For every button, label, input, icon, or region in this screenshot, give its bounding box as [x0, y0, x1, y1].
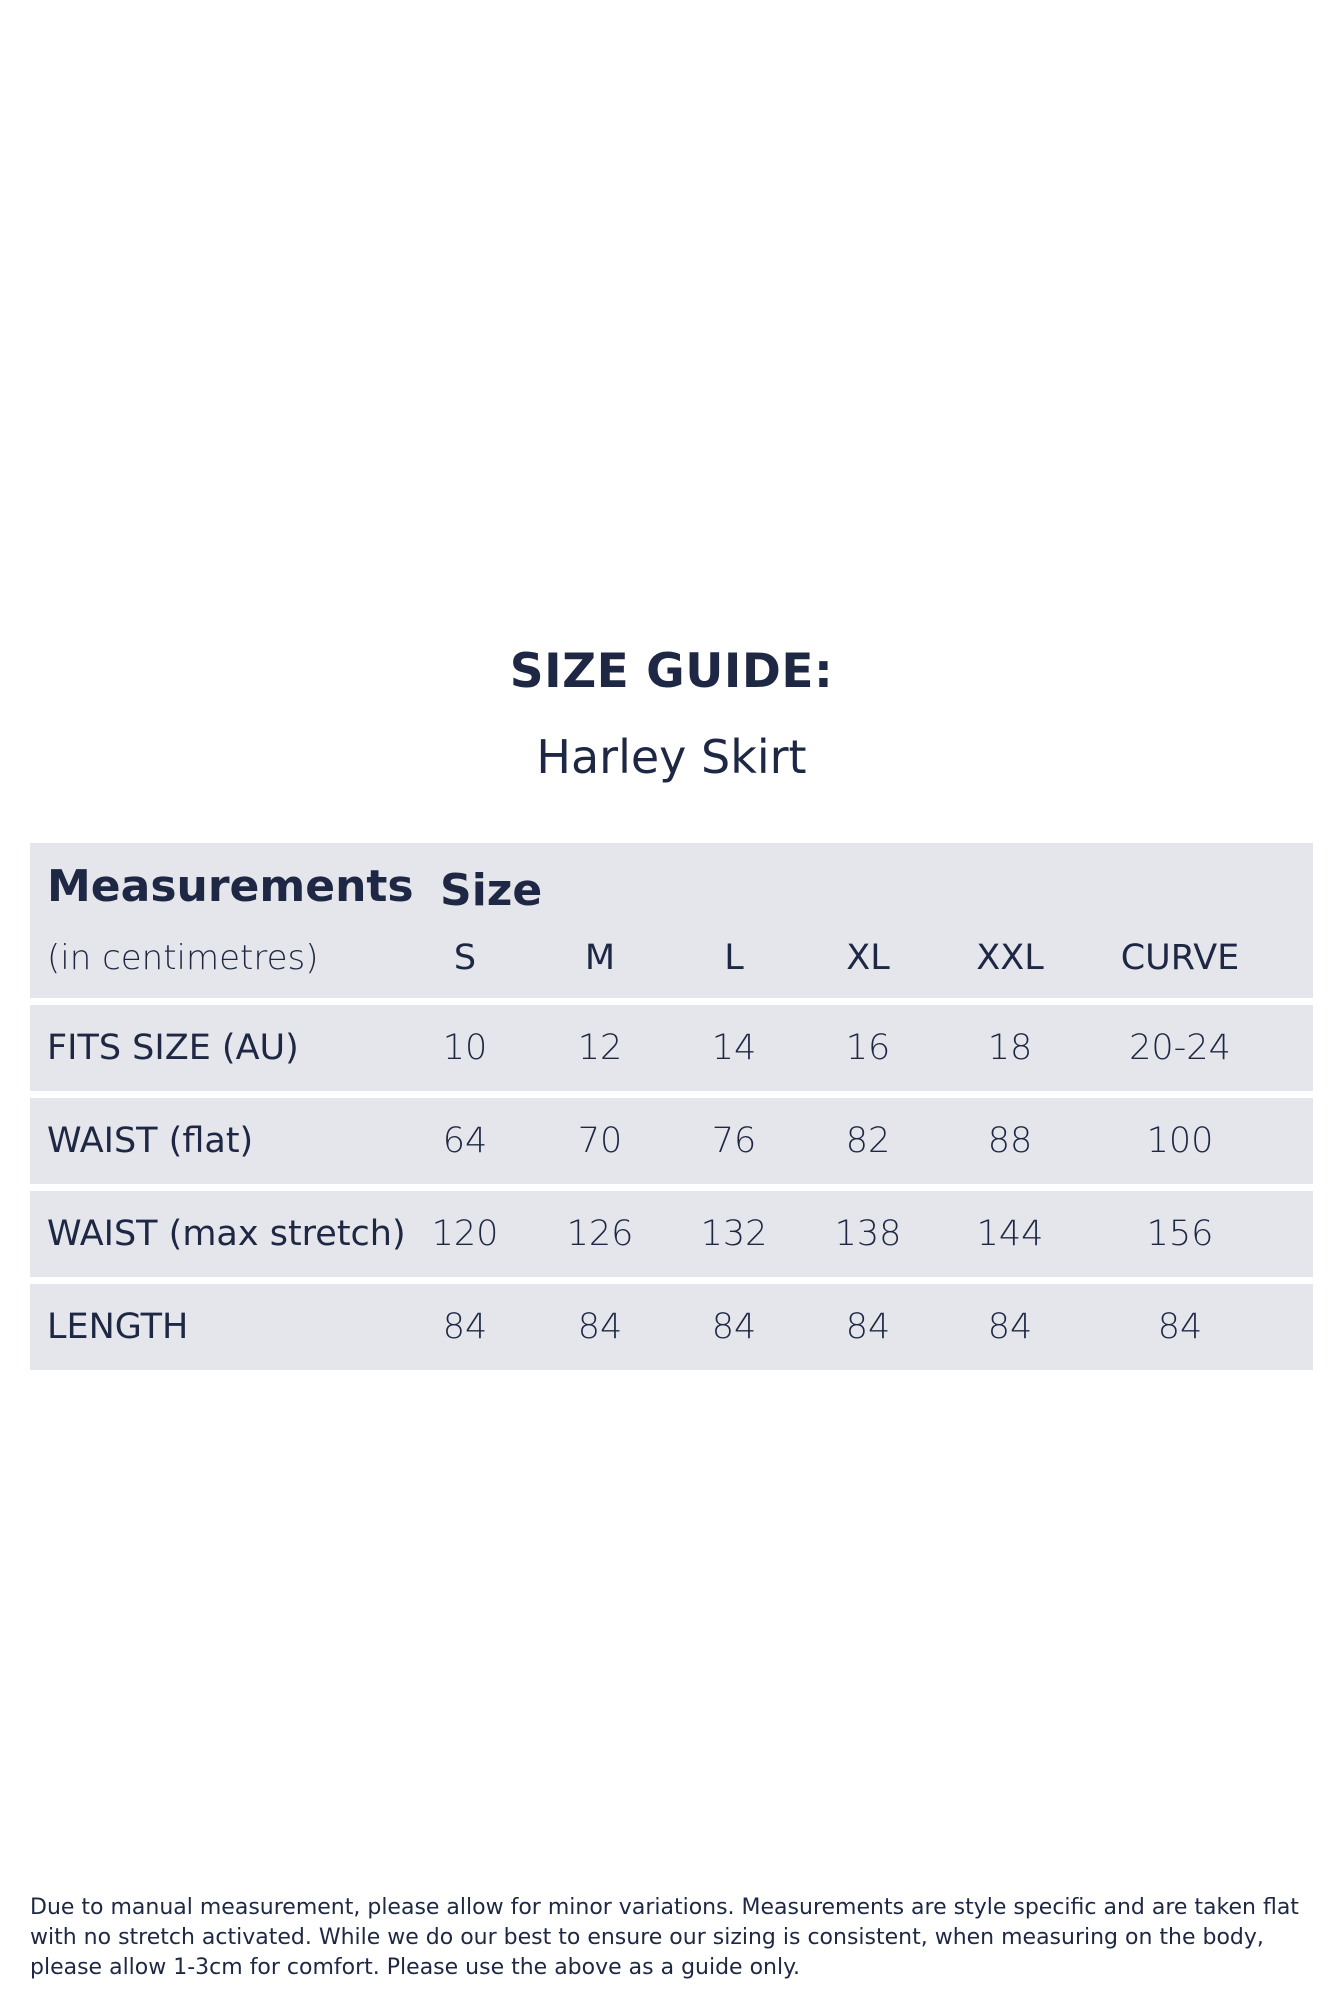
table-row: [30, 1005, 1313, 1091]
table-cell: 156: [1146, 1214, 1214, 1254]
size-table: [30, 843, 1313, 1377]
row-label: FITS SIZE (AU): [47, 1028, 299, 1068]
size-column-header: M: [584, 938, 616, 978]
measurements-heading: Measurements: [47, 861, 414, 912]
table-cell: 138: [834, 1214, 902, 1254]
table-cell: 126: [566, 1214, 634, 1254]
table-cell: 76: [711, 1121, 757, 1161]
table-cell: 84: [577, 1307, 623, 1347]
disclaimer-note: Due to manual measurement, please allow for minor variations. Measurements are style specific and are taken flat with no stretch activated. While we do our best to ensure our sizing is consistent, when measuring on the body, please allow 1-3cm for comfort. Please use the above as a guide only.: [30, 1895, 1299, 1980]
table-cell: 84: [442, 1307, 488, 1347]
units-label: (in centimetres): [47, 938, 319, 978]
table-cell: 64: [442, 1121, 488, 1161]
table-cell: 88: [987, 1121, 1033, 1161]
product-name: Harley Skirt: [536, 730, 807, 784]
table-cell: 132: [700, 1214, 768, 1254]
table-row: [30, 1098, 1313, 1184]
table-cell: 82: [845, 1121, 891, 1161]
table-row: [30, 1191, 1313, 1277]
table-cell: 70: [577, 1121, 623, 1161]
size-heading: Size: [440, 865, 543, 916]
table-cell: 84: [711, 1307, 757, 1347]
table-cell: 18: [987, 1028, 1033, 1068]
size-column-header: L: [724, 938, 744, 978]
table-cell: 14: [711, 1028, 757, 1068]
table-cell: 84: [1157, 1307, 1203, 1347]
row-label: WAIST (max stretch): [47, 1214, 406, 1254]
table-cell: 84: [987, 1307, 1033, 1347]
table-cell: 84: [845, 1307, 891, 1347]
size-column-header: CURVE: [1120, 938, 1240, 978]
page-title: SIZE GUIDE:: [509, 644, 834, 699]
table-cell: 20-24: [1129, 1028, 1231, 1068]
table-cell: 16: [845, 1028, 891, 1068]
table-cell: 144: [976, 1214, 1044, 1254]
table-row: [30, 1284, 1313, 1370]
table-cell: 10: [442, 1028, 488, 1068]
row-label: WAIST (flat): [47, 1121, 254, 1161]
table-header-row: [30, 843, 1313, 998]
table-cell: 12: [577, 1028, 623, 1068]
table-cell: 100: [1146, 1121, 1214, 1161]
table-cell: 120: [431, 1214, 499, 1254]
row-label: LENGTH: [47, 1307, 189, 1347]
size-column-header: S: [453, 938, 477, 978]
size-column-header: XL: [846, 938, 890, 978]
size-column-header: XXL: [976, 938, 1044, 978]
